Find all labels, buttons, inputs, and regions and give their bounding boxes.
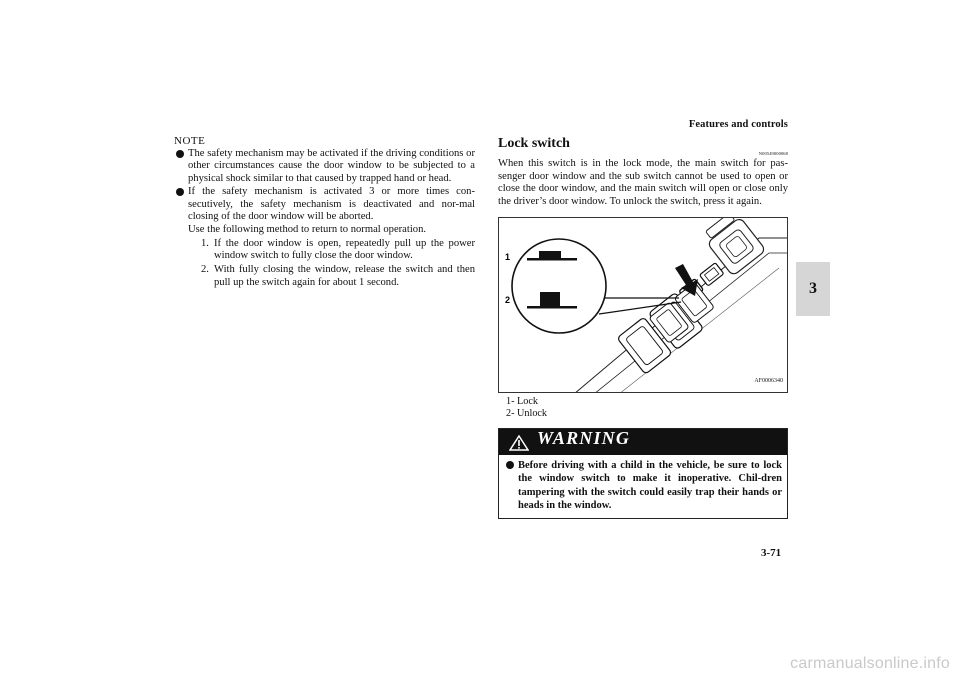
page-number: 3-71 bbox=[761, 547, 782, 559]
section-code: N00549000068 bbox=[758, 151, 788, 156]
note-title: NOTE bbox=[174, 135, 206, 147]
watermark: carmanualsonline.info bbox=[790, 655, 950, 672]
step-text: With fully closing the window, release the switch and then pull up the switch again for about 1 second. bbox=[214, 264, 475, 288]
warning-header bbox=[499, 429, 787, 455]
figure-label-2: 2 bbox=[505, 294, 511, 305]
legend-item: 1- Lock bbox=[506, 395, 538, 407]
figure-legend bbox=[498, 396, 788, 421]
figure-label-1: 1 bbox=[505, 251, 511, 262]
note-step bbox=[174, 264, 475, 289]
note-section bbox=[174, 135, 475, 289]
page-header: Features and controls bbox=[688, 119, 788, 130]
note-step bbox=[174, 238, 475, 263]
section-title: Lock switch bbox=[498, 136, 570, 151]
legend-item: 2- Unlock bbox=[506, 408, 548, 420]
step-number: 2. bbox=[201, 264, 209, 276]
lock-switch-section bbox=[498, 138, 788, 519]
warning-title: WARNING bbox=[537, 427, 631, 448]
section-body: When this switch is in the lock mode, the main switch for pas-senger door window and the sub switch cannot be used to open or close the door window, and the main switch will open or close only the driver’s door window. To unlock the switch, press it again. bbox=[498, 158, 788, 208]
warning-box bbox=[498, 428, 788, 519]
lock-switch-figure bbox=[498, 217, 788, 393]
warning-triangle-icon bbox=[509, 435, 529, 451]
note-bullet: If the safety mechanism is activated 3 or more times con-secutively, the safety mechanism is deactivated and nor-mal closing of the door window will be aborted. bbox=[174, 186, 475, 224]
step-number: 1. bbox=[201, 237, 209, 249]
figure-code: AF0006340 bbox=[754, 378, 783, 385]
switch-illustration bbox=[499, 218, 788, 393]
note-followup: Use the following method to return to normal operation. bbox=[188, 223, 427, 235]
note-bullet: The safety mechanism may be activated if the driving conditions or other circumstances cause the door window to be subjected to a physical shock similar to that caused by trapped hand or head. bbox=[174, 148, 475, 186]
warning-text: Before driving with a child in the vehicle, be sure to lock the window switch to make it inoperative. Chil-dren tampering with the switch could easily trap their hands or heads in the window. bbox=[504, 459, 782, 513]
chapter-tab: 3 bbox=[796, 262, 830, 316]
step-text: If the door window is open, repeatedly pull up the power window switch to fully close the door window. bbox=[214, 237, 475, 262]
